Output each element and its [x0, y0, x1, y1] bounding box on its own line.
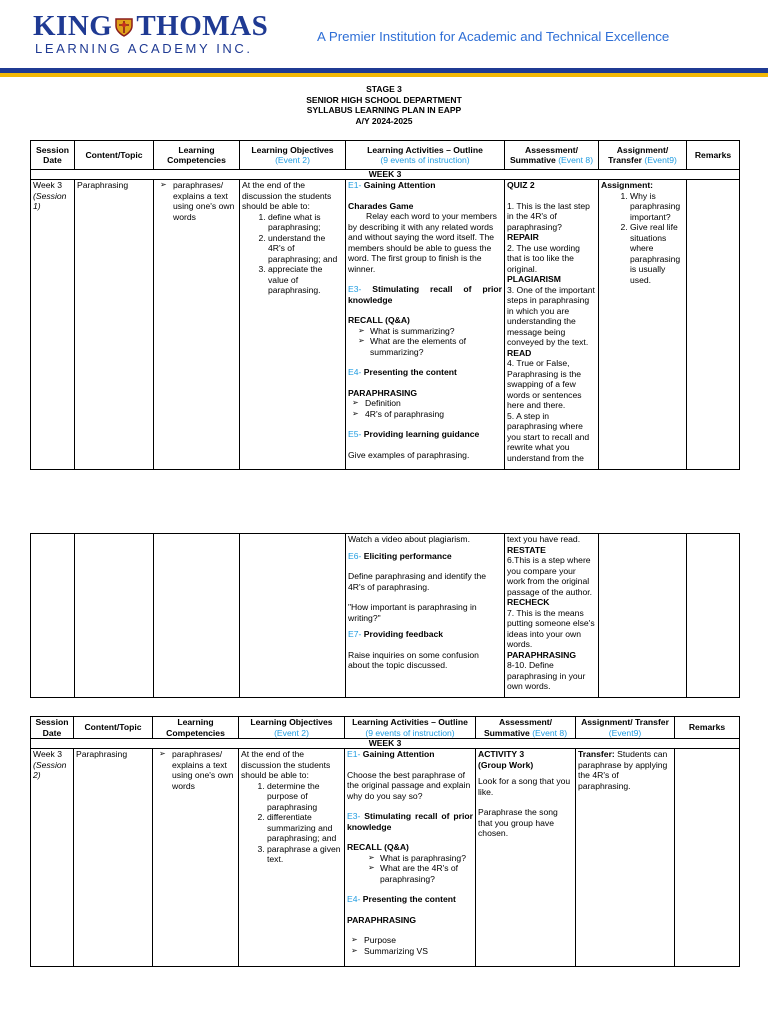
table-header-row: [31, 717, 740, 739]
remarks-cell: [687, 534, 740, 698]
assessment-cell: QUIZ 2 1. This is the last step in the 4R's of paraphrasing? REPAIR 2. The use wording that is too like the original. PLAGIARISM 3. One of the important steps in paraphrasing in which you are understanding the message being conveyed by the text. READ 4. True or False, Paraphrasing is the swapping of a few words or sentences here and there. 5. A step in paraphrasing where you start to recall and rewrite what you understand from the: [505, 180, 599, 470]
school-tagline: A Premier Institution for Academic and Technical Excellence: [317, 29, 670, 44]
week-label: WEEK 3: [31, 739, 740, 749]
col-assessment: Assessment/ Summative (Event 8): [476, 717, 576, 739]
title-stage: STAGE 3: [366, 84, 402, 94]
plan-table-session-1: [30, 140, 740, 470]
col-competencies: Learning Competencies: [153, 717, 239, 739]
table-header-row: [31, 141, 740, 170]
objectives-cell: At the end of the discussion the students should be able to: 1. define what is paraphrasing; 2. understand the 4R's of paraphrasing; and 3. appreciate the value of paraphrasing.: [240, 180, 346, 470]
assessment-cell: ACTIVITY 3 (Group Work) Look for a song that you like. Paraphrase the song that you group have chosen.: [476, 749, 576, 967]
activities-cell: Watch a video about plagiarism. E6- Eliciting performance Define paraphrasing and identify the 4R's of paraphrasing. "How important is paraphrasing in writing?" E7- Providing feedback Raise inquiries on some confusion about the topic discussed.: [346, 534, 505, 698]
letterhead: [0, 0, 768, 66]
header-rule-gold: [0, 73, 768, 77]
remarks-cell: [687, 180, 740, 470]
table-row: [31, 534, 740, 698]
document-titles: [0, 84, 768, 126]
plan-table-continued: [30, 533, 740, 698]
topic-cell: Paraphrasing: [74, 749, 153, 967]
col-competencies: Learning Competencies: [154, 141, 240, 170]
session-cell: [31, 534, 75, 698]
col-session: Session Date: [31, 141, 75, 170]
col-assignment: Assignment/ Transfer (Event9): [599, 141, 687, 170]
objectives-cell: [240, 534, 346, 698]
col-objectives: Learning Objectives (Event 2): [239, 717, 345, 739]
col-session: Session Date: [31, 717, 74, 739]
week-label: WEEK 3: [31, 170, 740, 180]
title-year: A/Y 2024-2025: [355, 115, 413, 126]
col-objectives: Learning Objectives (Event 2): [240, 141, 346, 170]
assessment-cell: text you have read. RESTATE 6.This is a step where you compare your work from the original passage of the author. RECHECK 7. This is the means putting someone else's ideas into your own words. PARAPHRASING 8-10. Define paraphrasing in your own words.: [505, 534, 599, 698]
col-content: Content/Topic: [74, 717, 153, 739]
competency-cell: [154, 534, 240, 698]
school-logo: [33, 11, 268, 43]
objectives-cell: At the end of the discussion the students should be able to: 1. determine the purpose of paraphrasing 2. differentiate summarizing and paraphrasing; and 3. paraphrase a given text.: [239, 749, 345, 967]
week-row: [31, 170, 740, 180]
competency-cell: ➢ paraphrases/ explains a text using one's own words: [153, 749, 239, 967]
col-activities: Learning Activities – Outline (9 events of instruction): [345, 717, 476, 739]
topic-cell: [75, 534, 154, 698]
topic-cell: Paraphrasing: [75, 180, 154, 470]
session-cell: Week 3 (Session 2): [31, 749, 74, 967]
table-row: [31, 180, 740, 470]
assignment-cell: Assignment: 1. Why is paraphrasing important? 2. Give real life situations where paraphrasing is usually used.: [599, 180, 687, 470]
brand-word-king: KING: [33, 10, 113, 42]
competency-cell: ➢ paraphrases/ explains a text using one's own words: [154, 180, 240, 470]
col-content: Content/Topic: [75, 141, 154, 170]
col-activities: Learning Activities – Outline (9 events of instruction): [346, 141, 505, 170]
col-assignment: Assignment/ Transfer (Event9): [576, 717, 675, 739]
col-assessment: Assessment/ Summative (Event 8): [505, 141, 599, 170]
remarks-cell: [675, 749, 740, 967]
table-row: [31, 749, 740, 967]
assignment-cell: Transfer: Students can paraphrase by applying the 4R's of paraphrasing.: [576, 749, 675, 967]
shield-icon: [115, 13, 133, 43]
activities-cell: E1- Gaining Attention Charades Game Relay each word to your members by describing it with any related words and without saying the word itself. The members should be able to guess the word. The first group to finish is the winner. E3- Stimulating recall of prior knowledge RECALL (Q&A) ➢ What is summarizing? ➢ What are the elements of summarizing? E4- Presenting the content PARAPHRASING ➢ Definition ➢ 4R's of paraphrasing E5- Providing learning guidance Give examples of paraphrasing.: [346, 180, 505, 470]
title-syllabus: SYLLABUS LEARNING PLAN IN EAPP: [306, 105, 462, 115]
week-row: [31, 739, 740, 749]
session-cell: Week 3 (Session 1): [31, 180, 75, 470]
title-department: SENIOR HIGH SCHOOL DEPARTMENT: [306, 94, 462, 105]
col-remarks: Remarks: [687, 141, 740, 170]
col-remarks: Remarks: [675, 717, 740, 739]
school-subtitle: LEARNING ACADEMY INC.: [35, 41, 253, 56]
assignment-cell: [599, 534, 687, 698]
activities-cell: E1- Gaining Attention Choose the best paraphrase of the original passage and explain why do you say so? E3- Stimulating recall of prior knowledge RECALL (Q&A) ➢ What is paraphrasing? ➢ What are the 4R's of paraphrasing? E4- Presenting the content PARAPHRASING ➢ Purpose ➢ Summarizing VS: [345, 749, 476, 967]
brand-word-thomas: THOMAS: [136, 10, 269, 42]
plan-table-session-2: [30, 716, 740, 967]
